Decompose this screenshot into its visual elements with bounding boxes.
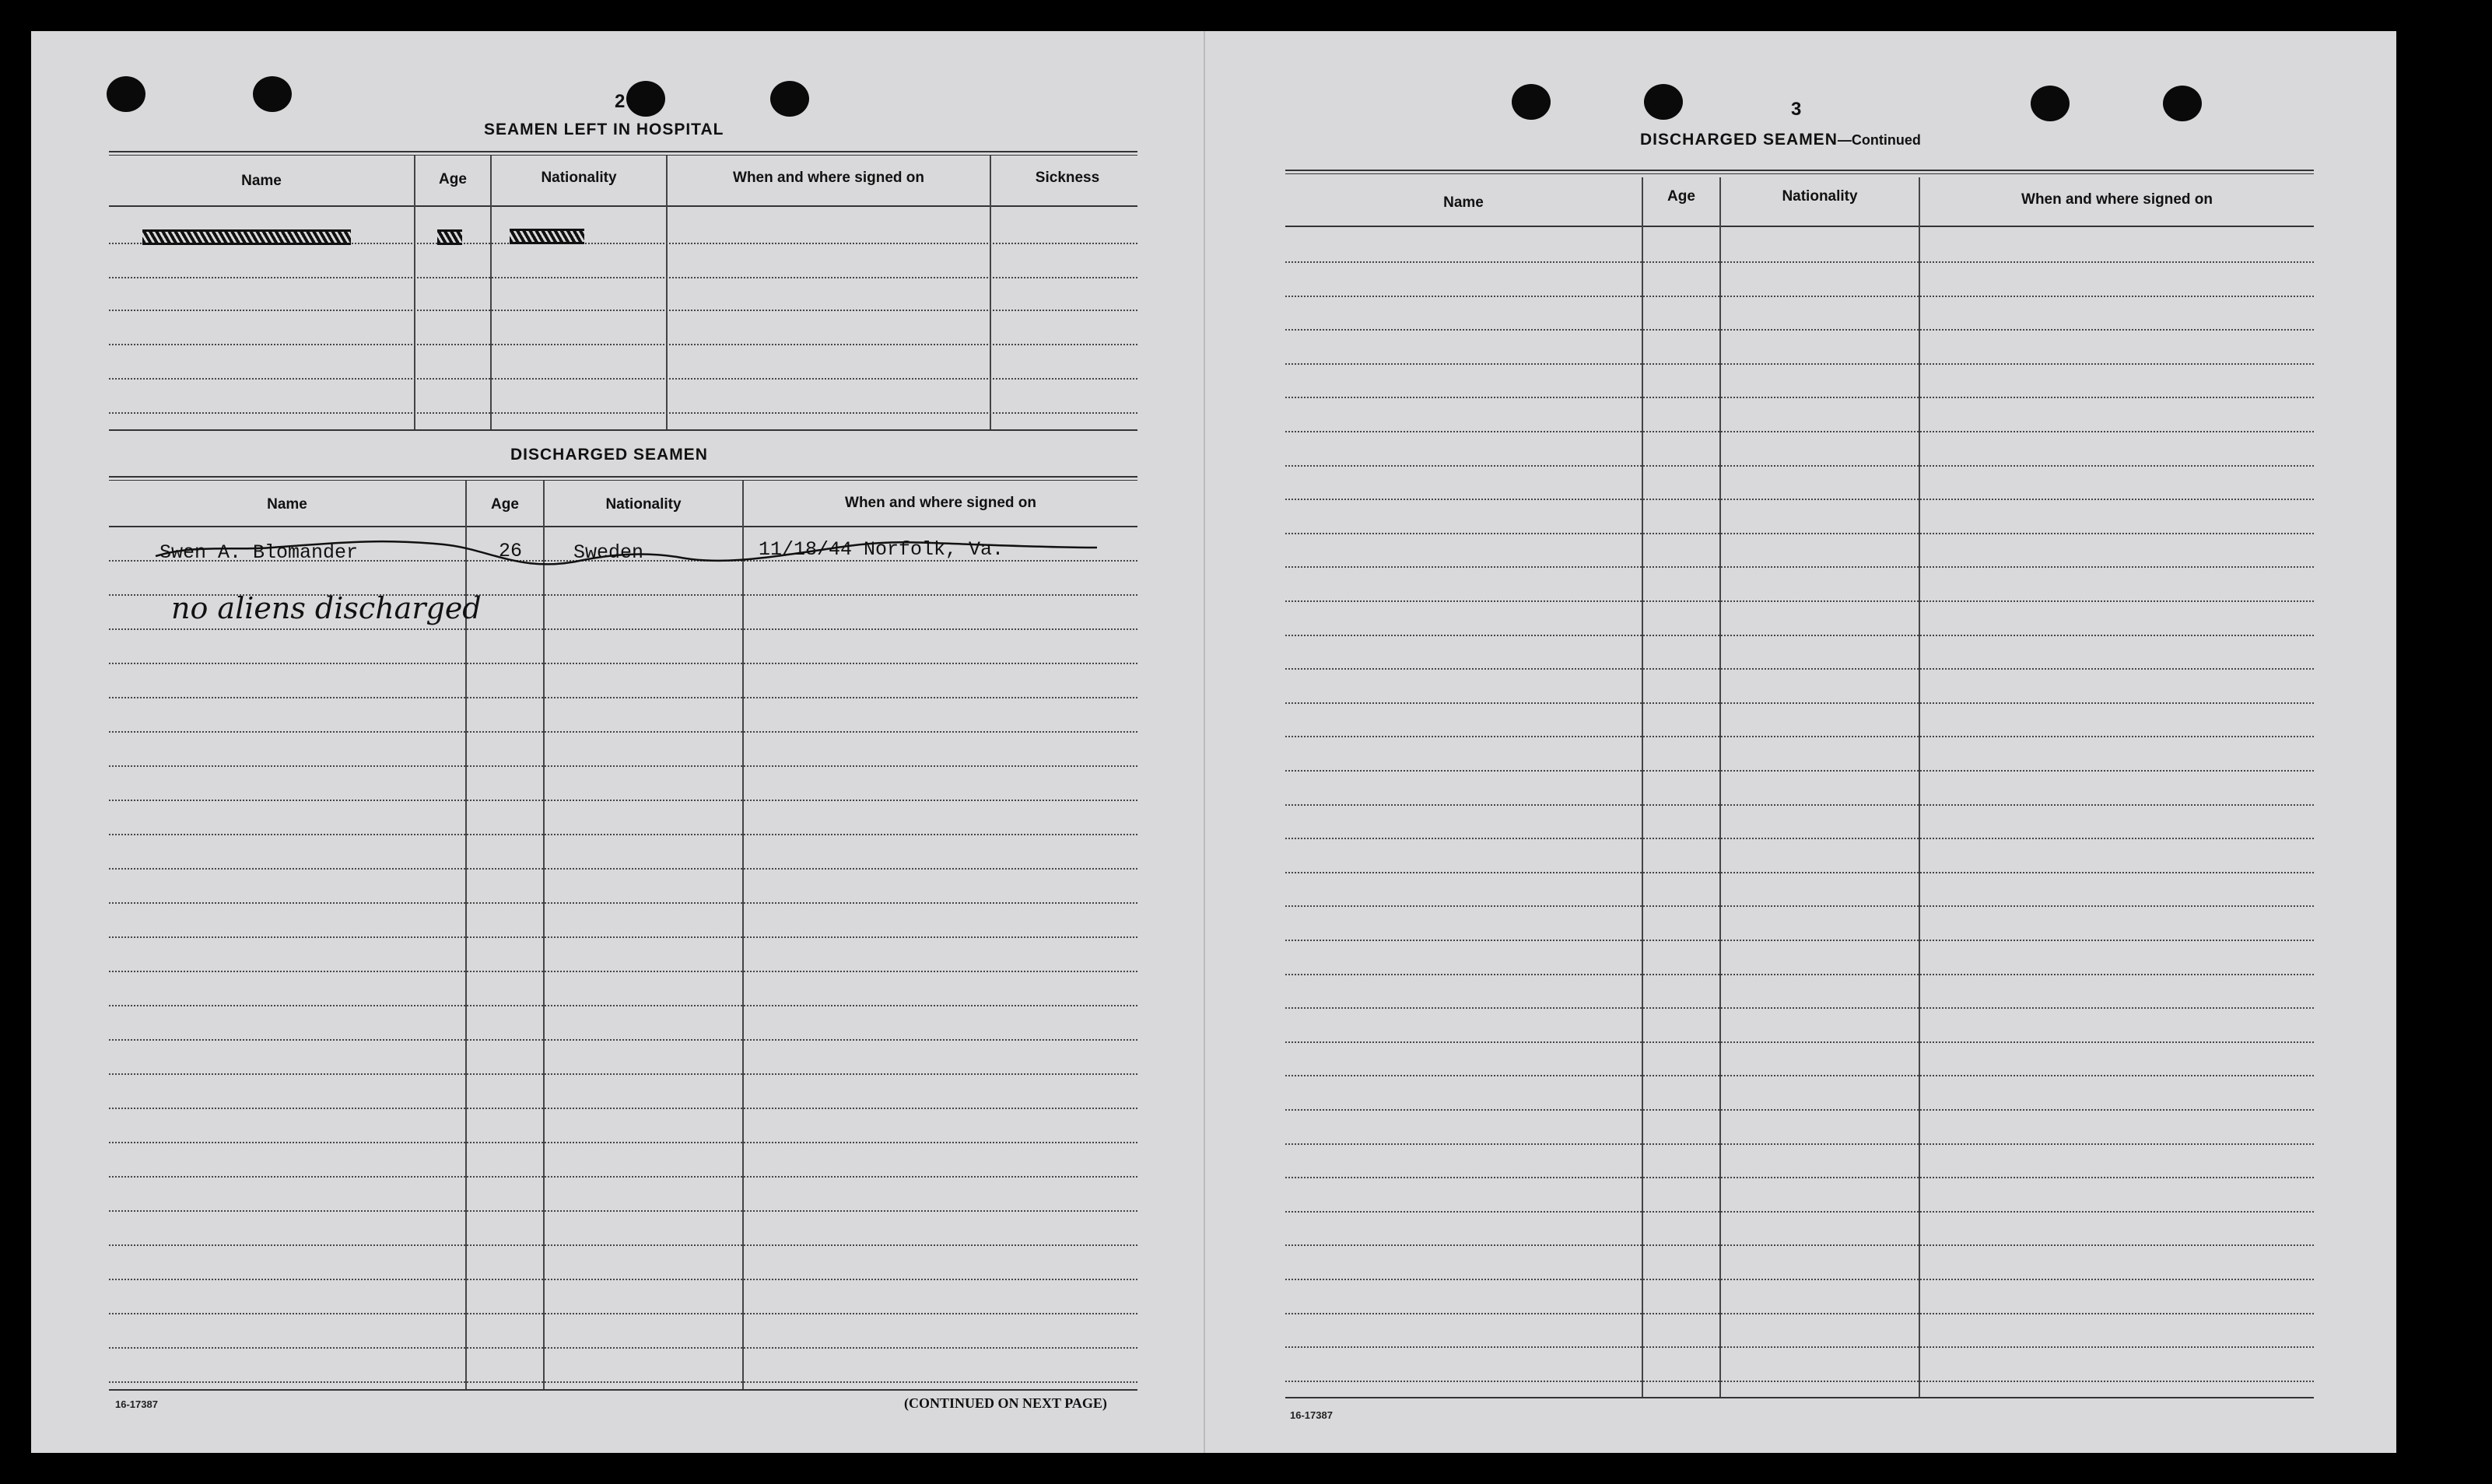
right-col-signed-on: When and where signed on [2021, 191, 2213, 208]
row-line [1285, 1143, 2314, 1145]
punch-hole [626, 81, 665, 117]
punch-hole [2031, 86, 2070, 121]
hospital-table-bottom-rule [109, 429, 1137, 431]
punch-hole [1644, 84, 1683, 120]
struck-out-age [437, 229, 462, 245]
hospital-col-name: Name [241, 173, 282, 189]
row-line [1285, 736, 2314, 737]
row-line [109, 868, 1137, 870]
row-line [1285, 1279, 2314, 1280]
entry-signed-on: 11/18/44 Norfolk, Va. [759, 538, 1004, 561]
row-line [1285, 600, 2314, 602]
discharged-col-nationality: Nationality [605, 496, 682, 513]
row-line [1285, 1007, 2314, 1009]
right-col-divider [1919, 177, 1920, 1398]
row-line [109, 1073, 1137, 1075]
row-line [1285, 397, 2314, 398]
row-line [1285, 1109, 2314, 1111]
row-line [1285, 668, 2314, 670]
hospital-row-line [109, 412, 1137, 414]
row-line [109, 1005, 1137, 1006]
row-line [109, 1210, 1137, 1212]
document-sheet [31, 31, 2396, 1453]
discharged-col-age: Age [491, 496, 519, 513]
struck-out-nationality [510, 229, 584, 244]
row-line [109, 1176, 1137, 1178]
discharged-header-rule [109, 526, 1137, 527]
row-line [1285, 1177, 2314, 1178]
discharged-continued-heading [1640, 131, 1921, 149]
hospital-col-divider [414, 156, 415, 429]
discharged-col-divider [543, 481, 545, 1391]
page-number: 2 [615, 91, 626, 112]
entry-name: Swen A. Blomander [159, 541, 359, 564]
row-line [1285, 499, 2314, 500]
row-line [1285, 804, 2314, 806]
right-col-divider [1642, 177, 1643, 1398]
discharged-col-name: Name [267, 496, 307, 513]
right-header-rule [1285, 226, 2314, 227]
row-line [1285, 1381, 2314, 1382]
row-line [1285, 1041, 2314, 1043]
hospital-row-line [109, 310, 1137, 311]
strike-through-line [148, 529, 1105, 576]
right-col-nationality: Nationality [1782, 188, 1858, 205]
hospital-col-divider [990, 156, 991, 429]
punch-hole [2163, 86, 2202, 121]
row-line [1285, 1244, 2314, 1246]
hospital-heading: SEAMEN LEFT IN HOSPITAL [484, 121, 724, 138]
row-line [1285, 363, 2314, 365]
continued-note: (CONTINUED ON NEXT PAGE) [904, 1395, 1107, 1411]
row-line [1285, 1211, 2314, 1213]
row-line [1285, 702, 2314, 704]
row-line [109, 800, 1137, 801]
hospital-row-line [109, 378, 1137, 380]
punch-hole [253, 76, 292, 112]
discharged-col-divider [742, 481, 744, 1391]
hospital-row-line [109, 344, 1137, 345]
hospital-row-line [109, 277, 1137, 278]
row-line [1285, 431, 2314, 432]
right-table-top-rule [1285, 170, 2314, 174]
row-line [109, 697, 1137, 698]
hospital-col-signed-on: When and where signed on [733, 170, 924, 186]
row-line [1285, 940, 2314, 941]
row-line [109, 731, 1137, 733]
row-line [109, 1039, 1137, 1041]
hospital-col-divider [666, 156, 668, 429]
row-line [1285, 533, 2314, 534]
discharged-col-signed-on: When and where signed on [845, 495, 1036, 511]
hospital-col-sickness: Sickness [1035, 170, 1100, 186]
right-col-divider [1719, 177, 1721, 1398]
row-line [109, 1142, 1137, 1143]
right-col-age: Age [1667, 188, 1695, 205]
struck-out-name [142, 229, 351, 245]
row-line [1285, 566, 2314, 568]
row-line [109, 663, 1137, 664]
row-line [109, 902, 1137, 904]
form-number: 16-17387 [1290, 1409, 1333, 1421]
punch-hole [107, 76, 145, 112]
page-divider [1204, 31, 1205, 1453]
row-line [109, 1108, 1137, 1109]
row-line [1285, 296, 2314, 297]
row-line [1285, 261, 2314, 263]
row-line [1285, 905, 2314, 907]
punch-hole [770, 81, 809, 117]
handwritten-note: no aliens discharged [171, 591, 482, 625]
continued-suffix: —Continued [1837, 132, 1921, 148]
hospital-col-nationality: Nationality [541, 170, 617, 186]
discharged-continued-title: DISCHARGED SEAMEN [1640, 131, 1838, 149]
row-line [109, 971, 1137, 972]
row-line [1285, 465, 2314, 467]
row-line [109, 1244, 1137, 1246]
hospital-col-divider [490, 156, 492, 429]
row-line [109, 1313, 1137, 1314]
punch-hole [1512, 84, 1551, 120]
row-line [1285, 635, 2314, 636]
row-line [109, 1347, 1137, 1349]
row-line [109, 1279, 1137, 1280]
hospital-header-rule [109, 205, 1137, 207]
row-line [109, 765, 1137, 767]
form-number: 16-17387 [115, 1398, 158, 1410]
row-line [1285, 329, 2314, 331]
row-line [1285, 1075, 2314, 1076]
discharged-table-bottom-rule [109, 1389, 1137, 1391]
discharged-table-top-rule [109, 476, 1137, 481]
row-line [1285, 770, 2314, 772]
page-number: 3 [1791, 99, 1802, 120]
hospital-col-age: Age [439, 171, 467, 187]
row-line [1285, 1313, 2314, 1314]
discharged-heading: DISCHARGED SEAMEN [510, 446, 708, 464]
row-line [109, 834, 1137, 835]
row-line [109, 936, 1137, 938]
hospital-table-top-rule [109, 151, 1137, 156]
right-table-bottom-rule [1285, 1397, 2314, 1398]
entry-nationality: Sweden [573, 541, 644, 564]
row-line [109, 1381, 1137, 1383]
right-col-name: Name [1443, 194, 1484, 211]
row-line [1285, 838, 2314, 839]
row-line [109, 628, 1137, 630]
row-line [1285, 1346, 2314, 1348]
row-line [1285, 872, 2314, 873]
entry-age: 26 [499, 540, 523, 562]
row-line [1285, 974, 2314, 975]
